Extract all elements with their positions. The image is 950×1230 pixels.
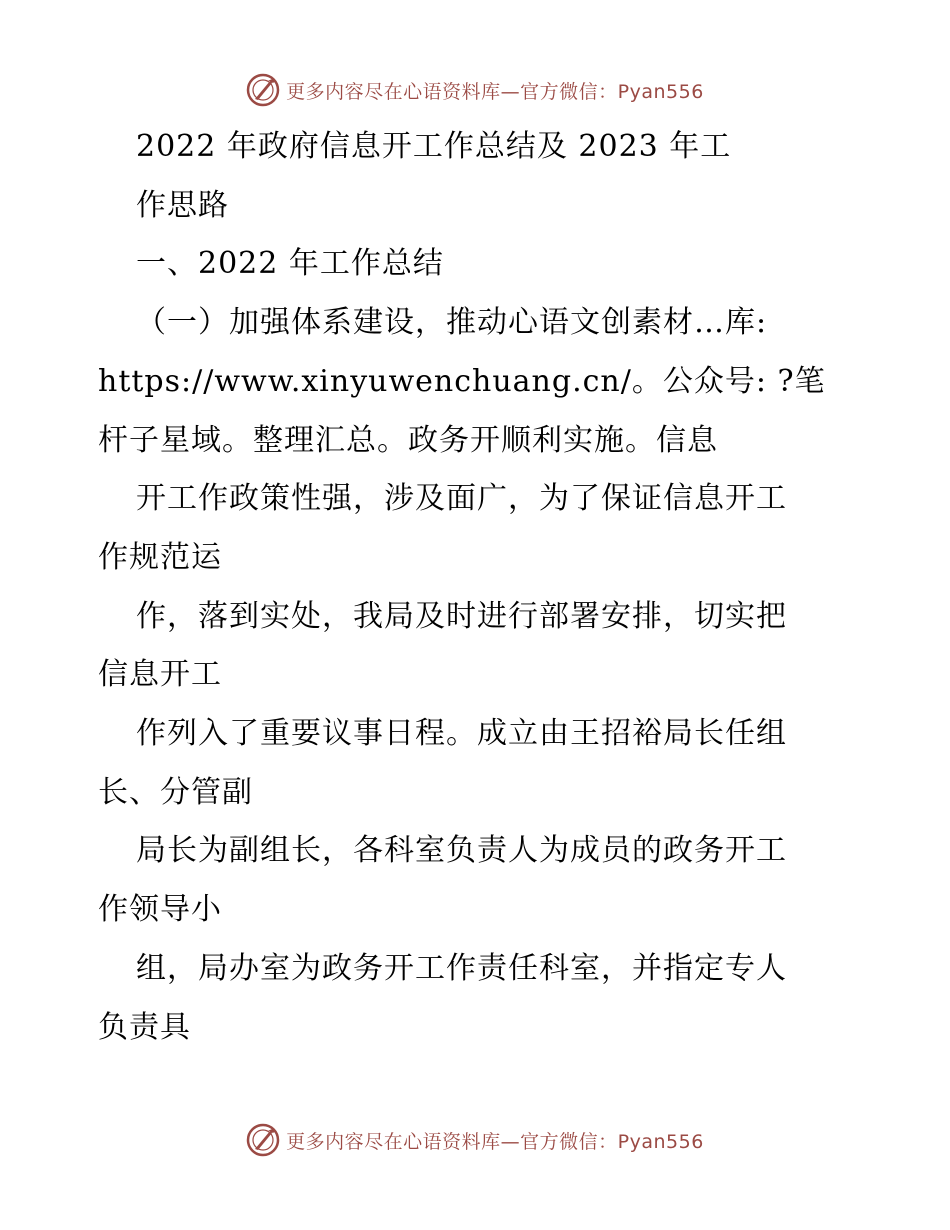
paragraph-line: 作，落到实处，我局及时进行部署安排，切实把 (136, 598, 787, 634)
paragraph-line: （一）加强体系建设，推动心语文创素材…库: (136, 305, 768, 341)
document-title-line-2: 作思路 (136, 187, 229, 223)
quill-pen-logo-icon (246, 1123, 280, 1157)
paragraph-line: 开工作政策性强，涉及面广，为了保证信息开工 (136, 481, 787, 517)
header-watermark-banner (0, 70, 950, 110)
paragraph-line: 局长为副组长，各科室负责人为成员的政务开工 (136, 833, 787, 869)
paragraph-line: 作领导小 (98, 892, 222, 928)
quill-pen-logo-icon (246, 73, 280, 107)
watermark-text: 更多内容尽在心语资料库—官方微信：Pyan556 (286, 1130, 704, 1153)
paragraph-line: 长、分管副 (98, 774, 253, 810)
document-body (98, 118, 858, 1057)
paragraph-line: 作规范运 (98, 539, 222, 575)
paragraph-line: 杆子星域。整理汇总。政务开顺利实施。信息 (98, 422, 718, 458)
paragraph-line: 负责具 (98, 1009, 191, 1045)
section-heading: 一、2022 年工作总结 (136, 246, 444, 282)
paragraph-line: 信息开工 (98, 657, 222, 693)
paragraph-line: https://www.xinyuwenchuang.cn/。公众号: ?笔 (98, 363, 826, 399)
paragraph-line: 作列入了重要议事日程。成立由王招裕局长任组 (136, 716, 787, 752)
footer-watermark-banner (0, 1120, 950, 1160)
paragraph-line: 组，局办室为政务开工作责任科室，并指定专人 (136, 950, 787, 986)
document-title-line-1: 2022 年政府信息开工作总结及 2023 年工 (136, 129, 732, 164)
watermark-text: 更多内容尽在心语资料库—官方微信：Pyan556 (286, 80, 704, 103)
